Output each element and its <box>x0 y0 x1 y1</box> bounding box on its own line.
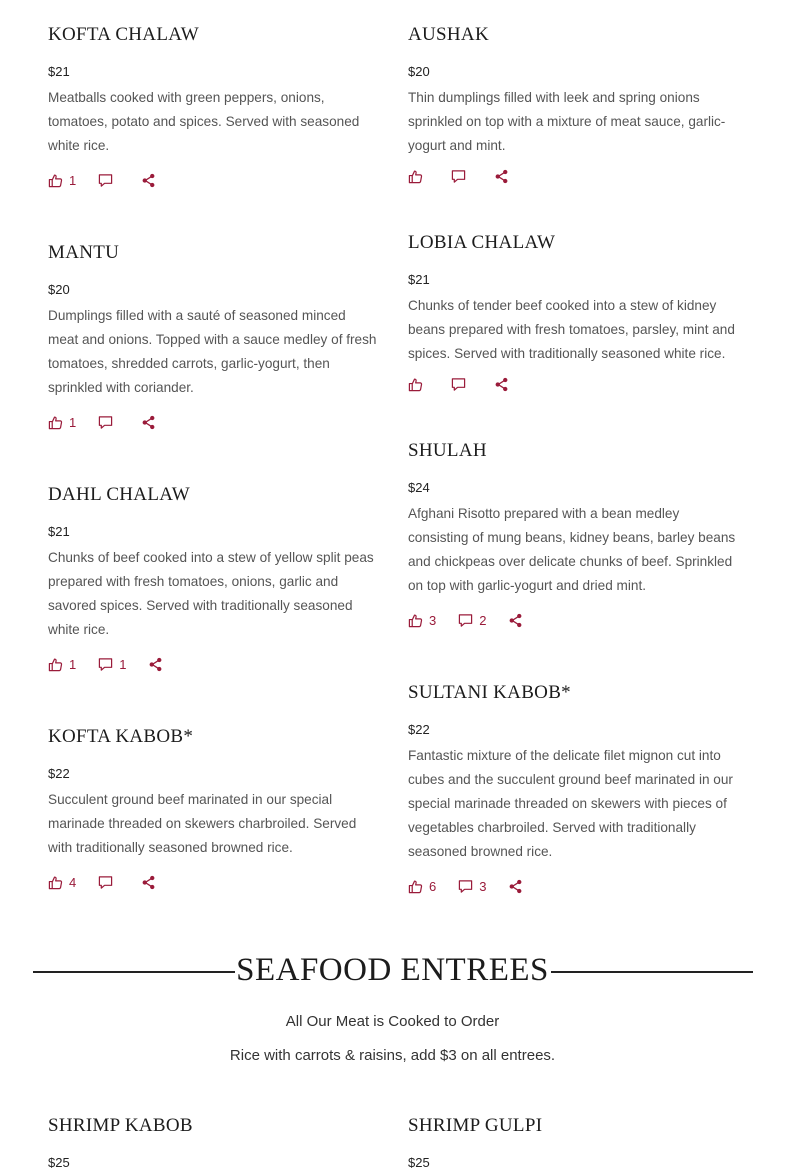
item-description: Meatballs cooked with green peppers, onions, tomatoes, potato and spices. Served with seasoned white rice. <box>48 90 360 153</box>
share-icon <box>494 169 509 184</box>
like-count: 1 <box>69 172 77 188</box>
menu-item <box>408 440 738 628</box>
like-button[interactable] <box>408 377 429 392</box>
share-button[interactable] <box>141 173 162 188</box>
item-description: Afghani Risotto prepared with a bean medley consisting of mung beans, kidney beans, barley beans and chickpeas over delicate chunks of beef. Sprinkled on top with garlic-yogurt and dried mint. <box>408 506 736 593</box>
comment-button[interactable] <box>98 657 126 672</box>
item-title: KOFTA CHALAW <box>48 24 199 45</box>
item-actions <box>408 878 738 894</box>
thumbs-up-icon <box>48 173 63 188</box>
item-price: $20 <box>408 64 430 79</box>
comment-count: 3 <box>479 878 487 894</box>
thumbs-up-icon <box>408 377 423 392</box>
item-description: Fantastic mixture of the delicate filet mignon cut into cubes and the succulent ground beef marinated in our special marinade threaded on skewers with pieces of vegetables charbroiled. Served with traditionally seasoned browned rice. <box>408 748 733 859</box>
thumbs-up-icon <box>48 415 63 430</box>
comment-button[interactable] <box>451 377 472 392</box>
item-price: $24 <box>408 480 430 495</box>
share-button[interactable] <box>508 613 529 628</box>
item-title: SHRIMP KABOB <box>48 1115 193 1136</box>
menu-item <box>408 232 738 392</box>
comment-icon <box>98 657 113 672</box>
like-count: 1 <box>69 414 77 430</box>
item-price: $21 <box>48 524 70 539</box>
item-price: $22 <box>408 722 430 737</box>
thumbs-up-icon <box>408 613 423 628</box>
comment-icon <box>458 613 473 628</box>
item-actions <box>48 874 378 890</box>
like-button[interactable] <box>408 169 429 184</box>
share-button[interactable] <box>148 657 169 672</box>
menu-item <box>408 1115 738 1171</box>
item-price: $21 <box>48 64 70 79</box>
comment-icon <box>98 415 113 430</box>
like-count: 3 <box>429 612 437 628</box>
comment-button[interactable] <box>98 875 119 890</box>
item-title: AUSHAK <box>408 24 489 45</box>
like-button[interactable] <box>48 173 76 188</box>
item-actions <box>48 414 378 430</box>
like-button[interactable] <box>48 415 76 430</box>
item-price: $25 <box>408 1155 430 1170</box>
item-title: SHRIMP GULPI <box>408 1115 543 1136</box>
comment-icon <box>98 875 113 890</box>
share-button[interactable] <box>508 879 529 894</box>
item-actions <box>48 656 378 672</box>
thumbs-up-icon <box>48 875 63 890</box>
share-icon <box>141 415 156 430</box>
share-icon <box>141 875 156 890</box>
item-description: Chunks of tender beef cooked into a stew of kidney beans prepared with fresh tomatoes, parsley, mint and spices. Served with traditionally seasoned white rice. <box>408 298 735 361</box>
thumbs-up-icon <box>48 657 63 672</box>
like-button[interactable] <box>48 875 76 890</box>
like-button[interactable] <box>48 657 76 672</box>
like-count: 4 <box>69 874 77 890</box>
share-icon <box>494 377 509 392</box>
item-actions <box>408 376 738 392</box>
menu-item <box>48 1115 378 1171</box>
item-actions <box>408 612 738 628</box>
section-note: All Our Meat is Cooked to Order <box>285 1013 500 1030</box>
menu-item <box>408 682 738 894</box>
item-price: $20 <box>48 282 70 297</box>
comment-button[interactable] <box>98 173 119 188</box>
item-actions <box>408 168 738 184</box>
share-button[interactable] <box>494 169 515 184</box>
share-button[interactable] <box>494 377 515 392</box>
share-icon <box>508 613 523 628</box>
thumbs-up-icon <box>408 879 423 894</box>
section-title: SEAFOOD ENTREES <box>236 952 549 988</box>
item-price: $21 <box>408 272 430 287</box>
section-note: Rice with carrots & raisins, add $3 on all entrees. <box>229 1047 556 1064</box>
comment-count: 1 <box>119 656 127 672</box>
menu-item <box>48 24 378 188</box>
comment-icon <box>458 879 473 894</box>
thumbs-up-icon <box>408 169 423 184</box>
like-button[interactable] <box>408 613 436 628</box>
comment-icon <box>98 173 113 188</box>
item-title: MANTU <box>48 242 120 263</box>
item-description: Dumplings filled with a sauté of seasoned minced meat and onions. Topped with a sauce medley of fresh tomatoes, shredded carrots, garlic-yogurt, then sprinkled with coriander. <box>48 308 377 395</box>
item-description: Chunks of beef cooked into a stew of yellow split peas prepared with fresh tomatoes, onions, garlic and savored spices. Served with traditionally seasoned white rice. <box>48 550 374 637</box>
share-button[interactable] <box>141 875 162 890</box>
share-icon <box>148 657 163 672</box>
share-icon <box>141 173 156 188</box>
section-header <box>0 948 785 992</box>
comment-icon <box>451 377 466 392</box>
item-title: SHULAH <box>408 440 487 461</box>
item-price: $22 <box>48 766 70 781</box>
like-count: 6 <box>429 878 437 894</box>
comment-count: 2 <box>479 612 487 628</box>
like-button[interactable] <box>408 879 436 894</box>
comment-icon <box>451 169 466 184</box>
comment-button[interactable] <box>458 613 486 628</box>
item-price: $25 <box>48 1155 70 1170</box>
item-title: KOFTA KABOB* <box>48 726 194 747</box>
menu-item <box>48 484 378 672</box>
comment-button[interactable] <box>458 879 486 894</box>
share-button[interactable] <box>141 415 162 430</box>
item-title: SULTANI KABOB* <box>408 682 571 703</box>
comment-button[interactable] <box>451 169 472 184</box>
menu-item <box>408 24 738 184</box>
share-icon <box>508 879 523 894</box>
item-actions <box>48 172 378 188</box>
divider-right <box>551 971 753 973</box>
menu-item <box>48 242 378 430</box>
item-description: Succulent ground beef marinated in our special marinade threaded on skewers charbroiled. Served with traditionally seasoned browned rice. <box>48 792 357 855</box>
item-title: LOBIA CHALAW <box>408 232 556 253</box>
like-count: 1 <box>69 656 77 672</box>
item-title: DAHL CHALAW <box>48 484 190 505</box>
item-description: Thin dumplings filled with leek and spring onions sprinkled on top with a mixture of meat sauce, garlic-yogurt and mint. <box>408 90 726 153</box>
comment-button[interactable] <box>98 415 119 430</box>
menu-item <box>48 726 378 890</box>
